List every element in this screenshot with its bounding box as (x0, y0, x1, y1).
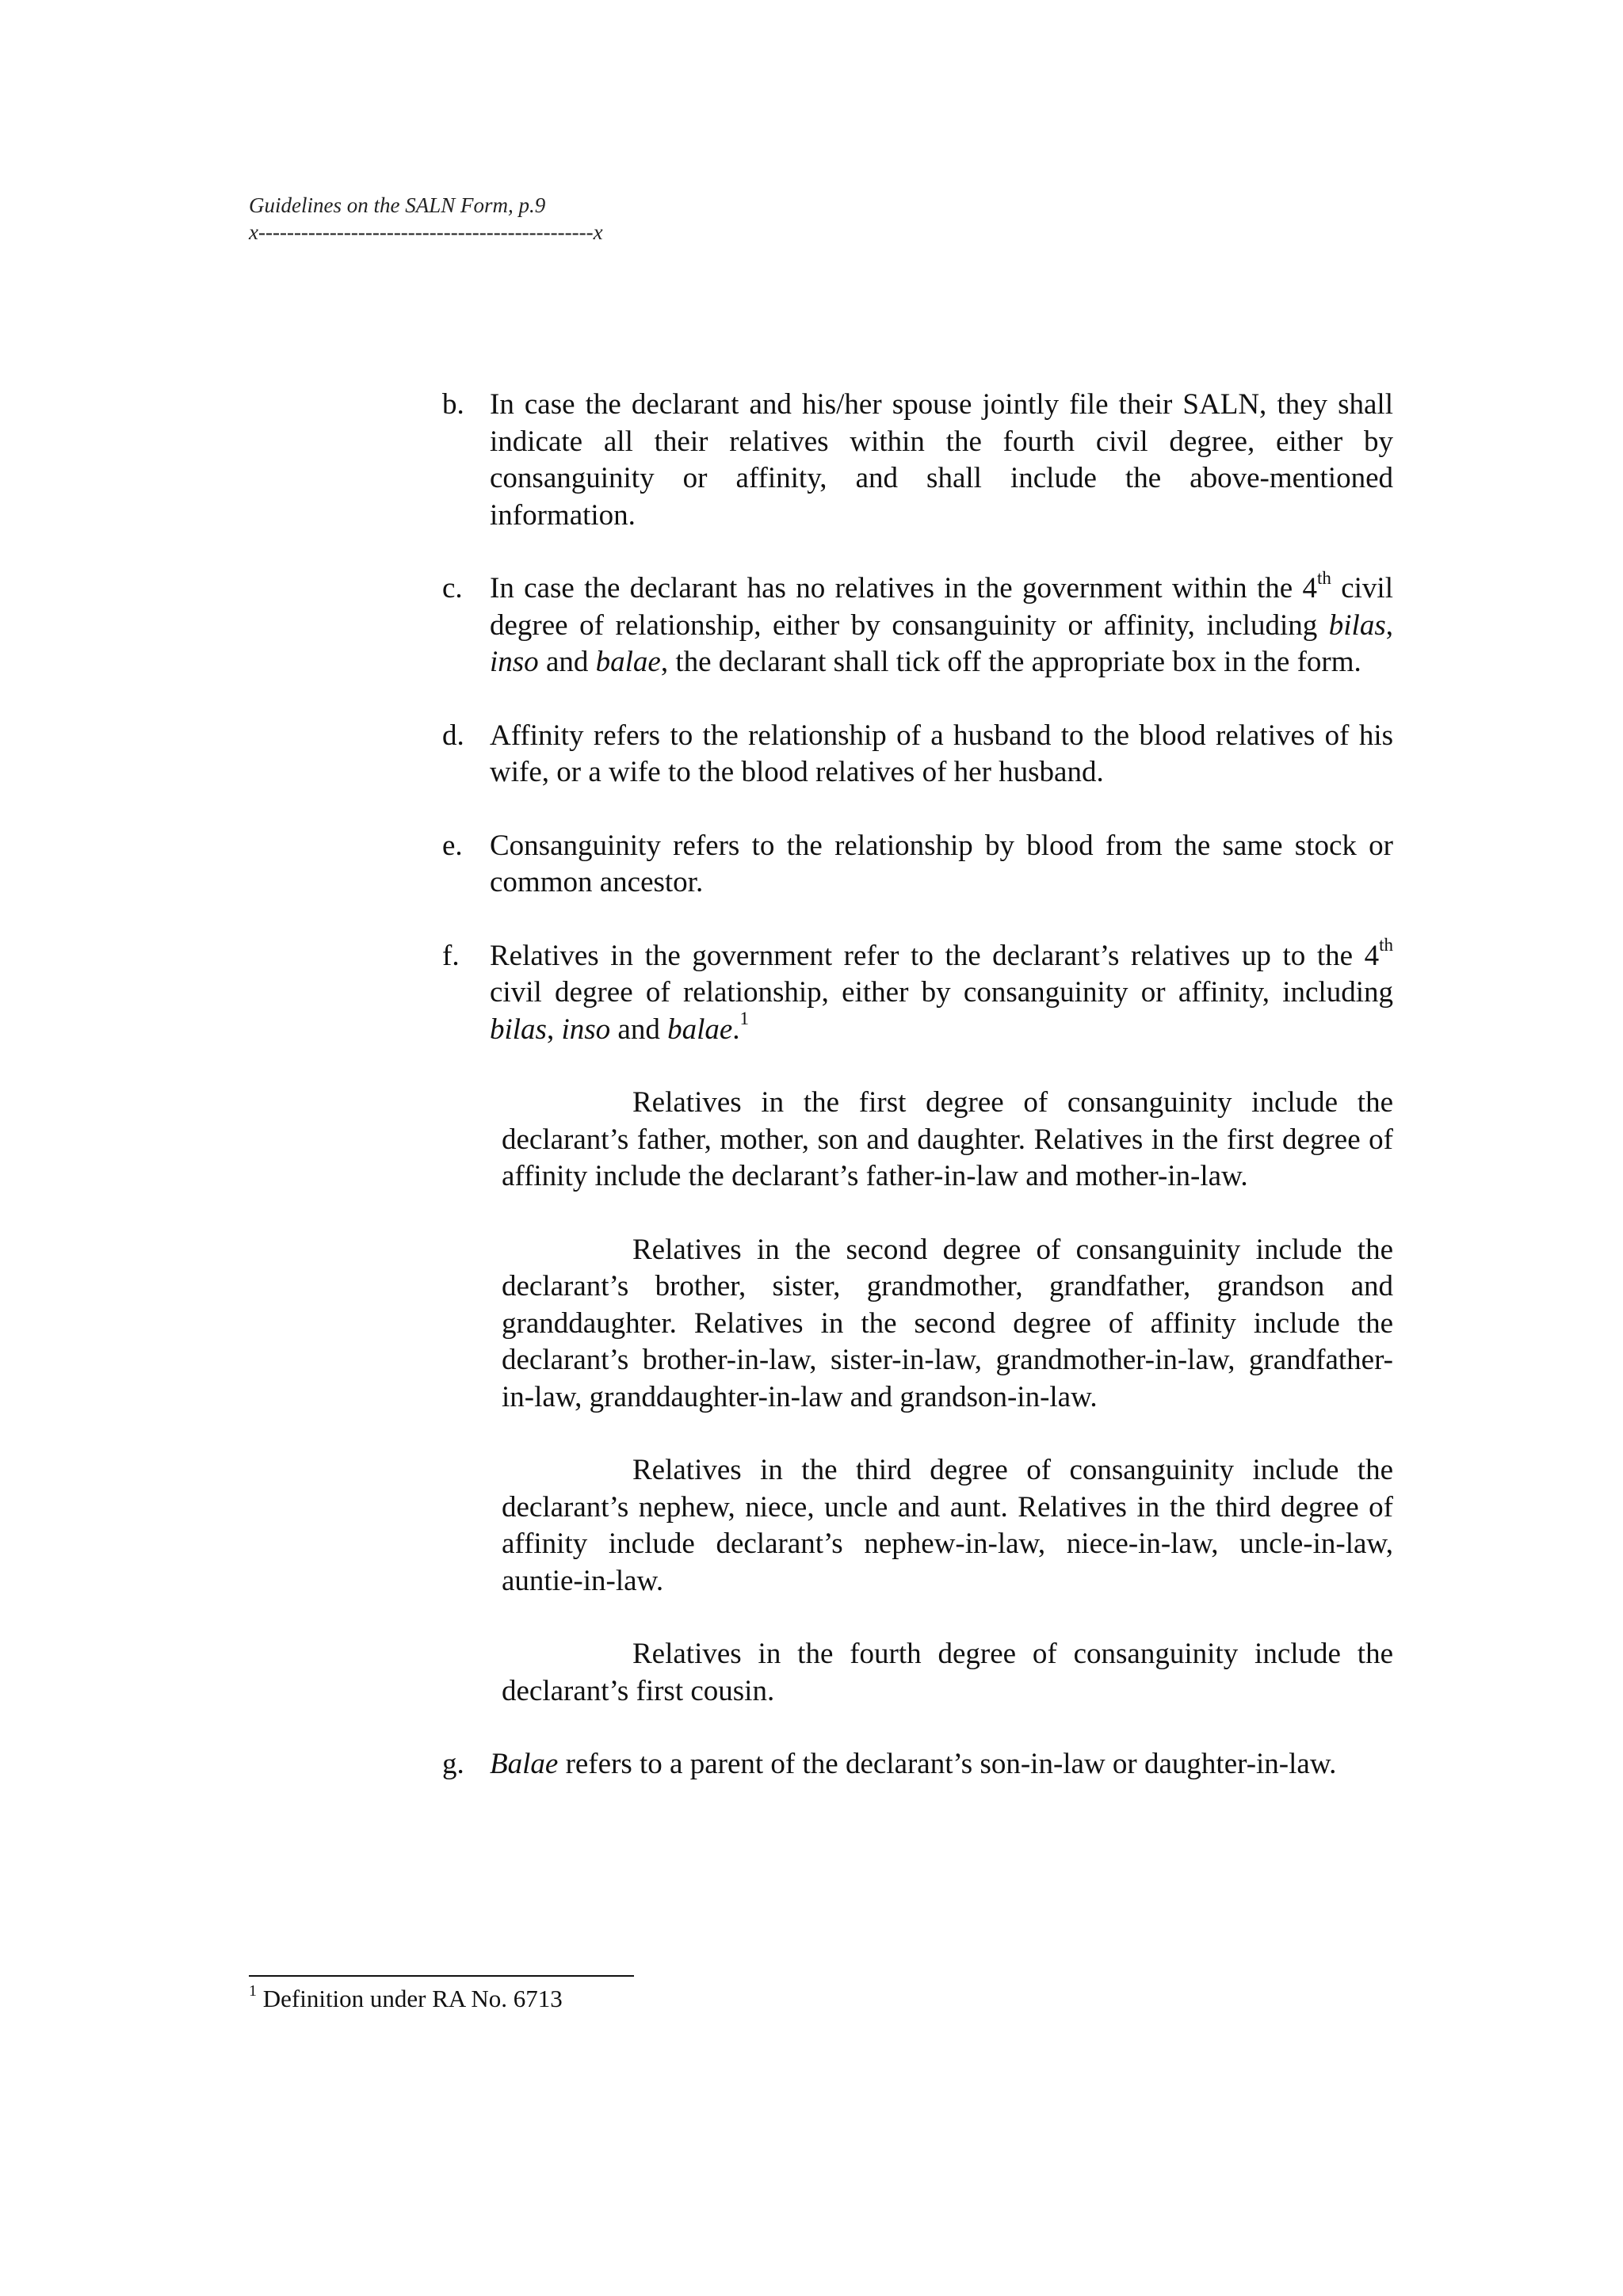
list-item-text (490, 828, 1393, 902)
superscript: th (1379, 935, 1393, 955)
list-item-text (490, 935, 1393, 1049)
guidelines-list (442, 387, 1393, 1820)
header-separator: x-----------------------------------------------x (249, 220, 603, 244)
degree-definitions (502, 1085, 1393, 1710)
text-run: civil degree of relationship, either by consanguinity or affinity, including (490, 976, 1393, 1009)
degree-paragraph: Relatives in the first degree of consanguinity include the declarant’s father, mother, son and daughter. Relatives in the first degree of affinity include the declarant’s father-in-law and mother-in-law. (502, 1086, 1393, 1192)
degree-paragraph: Relatives in the third degree of consanguinity include the declarant’s nephew, niece, uncle and aunt. Relatives in the third degree of affinity include declarant’s nephew-in-law, niece-in-law, uncle-in-law, auntie-in-law. (502, 1454, 1393, 1597)
text-run: , (1385, 608, 1393, 642)
italic-term: balae (595, 646, 661, 678)
list-item-marker: c. (442, 572, 463, 605)
header-title: Guidelines on the SALN Form, p.9 (249, 193, 546, 217)
list-item (442, 828, 1393, 902)
list-item (442, 1746, 1393, 1783)
superscript: 1 (739, 1009, 750, 1029)
list-item-text (490, 567, 1393, 681)
footnote-text: Definition under RA No. 6713 (257, 1985, 563, 2012)
degree-paragraph: Relatives in the fourth degree of consanguinity include the declarant’s first cousin. (502, 1638, 1393, 1707)
list-item-marker: e. (442, 829, 463, 862)
running-header (249, 192, 603, 246)
list-item-marker: f. (442, 939, 460, 972)
list-item-text (490, 1746, 1393, 1783)
text-run: Consanguinity refers to the relationship by blood from the same stock or common ancestor. (490, 829, 1393, 898)
text-run: and (610, 1013, 668, 1046)
italic-term: bilas (1328, 608, 1386, 642)
text-run: . (732, 1013, 740, 1046)
list-item-text (490, 718, 1393, 791)
text-run: In case the declarant and his/her spouse jointly file their SALN, they shall indicate all their relatives within the fourth civil degree, either by consanguinity or affinity, and shall include the above-mentioned information. (490, 388, 1393, 532)
text-run: civil degree of relationship, either by consanguinity or affinity, including (490, 572, 1393, 642)
footnote (249, 1981, 563, 2014)
text-run: Relatives in the government refer to the declarant’s relatives up to the 4 (490, 939, 1380, 972)
text-run: refers to a parent of the declarant’s son-in-law or daughter-in-law. (558, 1748, 1337, 1780)
italic-term: bilas (490, 1013, 547, 1046)
text-run: and (538, 646, 596, 678)
italic-term: balae (667, 1013, 733, 1046)
degree-paragraph: Relatives in the second degree of consanguinity include the declarant’s brother, sister, grandmother, grandfather, grandson and granddaughter. Relatives in the second degree of affinity include the declarant’s brother-in-law, sister-in-law, grandmother-in-law, grandfather-in-law, granddaughter-in-law and grandson-in-law. (502, 1233, 1393, 1413)
text-run: , (546, 1013, 562, 1046)
list-item (442, 567, 1393, 681)
footnote-number: 1 (249, 1981, 257, 2000)
superscript: th (1317, 567, 1331, 588)
text-run: In case the declarant has no relatives in the government within the 4 (490, 572, 1317, 605)
list-item (442, 387, 1393, 534)
italic-term: inso (490, 646, 539, 678)
list-item-marker: d. (442, 719, 464, 752)
list-item (442, 718, 1393, 791)
italic-term: inso (561, 1013, 611, 1046)
list-item (442, 935, 1393, 1711)
list-item-marker: g. (442, 1748, 464, 1780)
list-item-text (490, 387, 1393, 534)
footnote-rule (249, 1975, 634, 1977)
italic-term: Balae (490, 1748, 559, 1780)
text-run: , the declarant shall tick off the appropriate box in the form. (660, 646, 1361, 678)
text-run: Affinity refers to the relationship of a husband to the blood relatives of his wife, or a wife to the blood relatives of her husband. (490, 719, 1393, 788)
list-item-marker: b. (442, 388, 464, 421)
